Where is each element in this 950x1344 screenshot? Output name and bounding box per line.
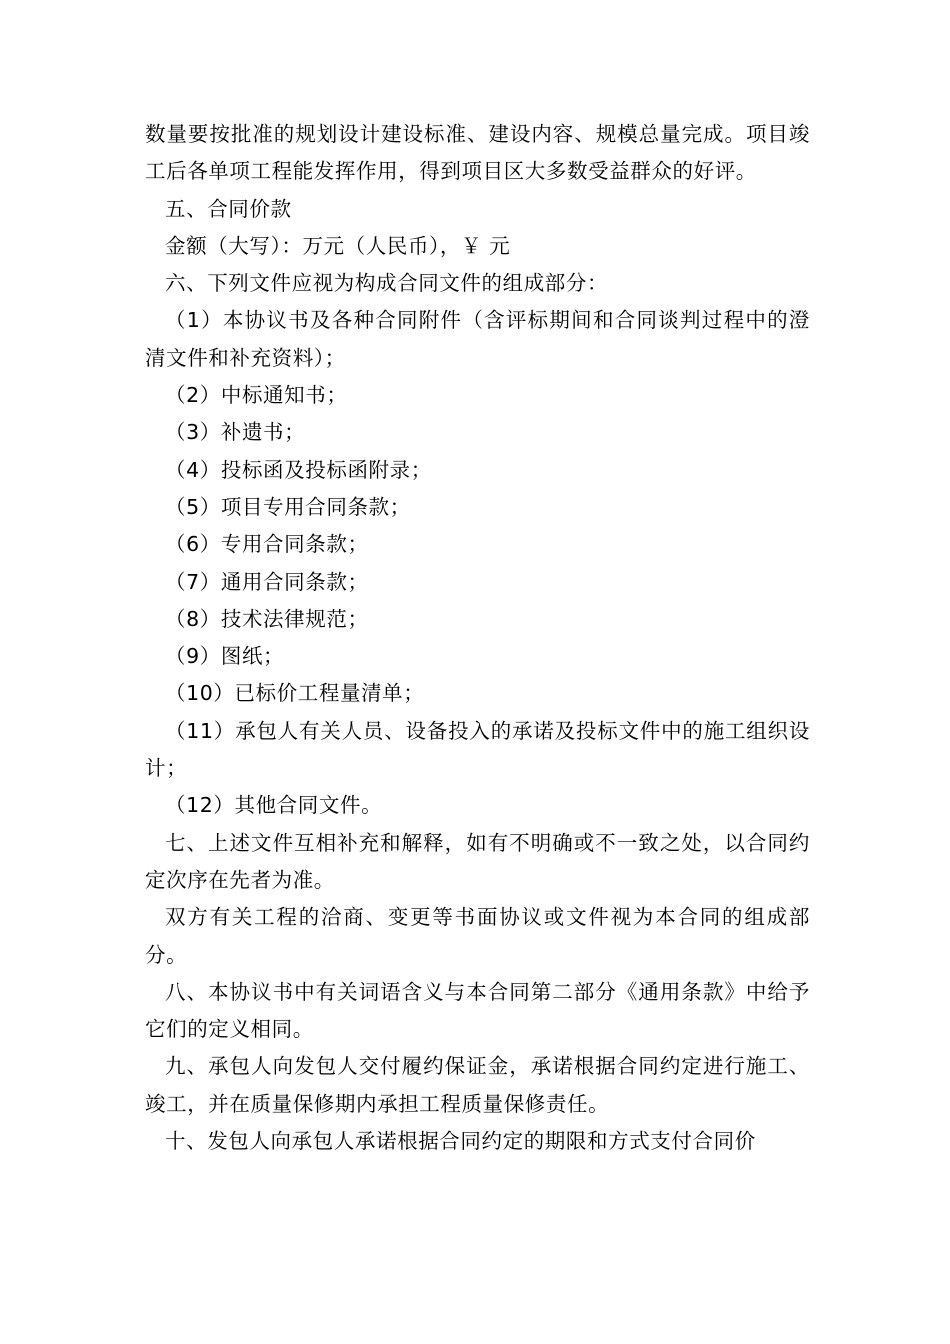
paragraph-amendments: 双方有关工程的洽商、变更等书面协议或文件视为本合同的组成部分。 xyxy=(145,905,810,967)
list-item-6: （6）专用合同条款； xyxy=(165,532,369,557)
paragraph-section-eight: 八、本协议书中有关词语含义与本合同第二部分《通用条款》中给予它们的定义相同。 xyxy=(145,979,810,1042)
heading-contract-documents: 六、下列文件应视为构成合同文件的组成部分： xyxy=(165,271,609,296)
list-item-4: （4）投标函及投标函附录； xyxy=(165,457,432,482)
list-item-10: （10）已标价工程量清单； xyxy=(165,681,425,706)
list-item-1: （1）本协议书及各种合同附件（含评标期间和合同谈判过程中的澄清文件和补充资料）； xyxy=(145,308,810,370)
paragraph-section-ten: 十、发包人向承包人承诺根据合同约定的期限和方式支付合同价 xyxy=(165,1129,756,1154)
list-item-2: （2）中标通知书； xyxy=(165,383,348,408)
list-item-5: （5）项目专用合同条款； xyxy=(165,494,411,519)
paragraph-section-nine: 九、承包人向发包人交付履约保证金，承诺根据合同约定进行施工、竣工，并在质量保修期内承担工程质量保修责任。 xyxy=(145,1054,810,1116)
list-item-9: （9）图纸； xyxy=(165,644,285,669)
heading-contract-price: 五、合同价款 xyxy=(165,196,292,221)
list-item-12: （12）其他合同文件。 xyxy=(165,793,383,818)
list-item-3: （3）补遗书； xyxy=(165,420,306,445)
list-item-11: （11）承包人有关人员、设备投入的承诺及投标文件中的施工组织设计； xyxy=(145,718,810,781)
paragraph-section-seven: 七、上述文件互相补充和解释，如有不明确或不一致之处，以合同约定次序在先者为准。 xyxy=(145,830,810,892)
paragraph-project-completion: 数量要按批准的规划设计建设标准、建设内容、规模总量完成。项目竣工后各单项工程能发挥作用，得到项目区大多数受益群众的好评。 xyxy=(145,122,810,184)
list-item-7: （7）通用合同条款； xyxy=(165,569,369,594)
paragraph-amount: 金额（大写）：万元（人民币），￥ 元 xyxy=(165,233,511,258)
document-body xyxy=(145,116,810,1160)
list-item-8: （8）技术法律规范； xyxy=(165,606,369,631)
